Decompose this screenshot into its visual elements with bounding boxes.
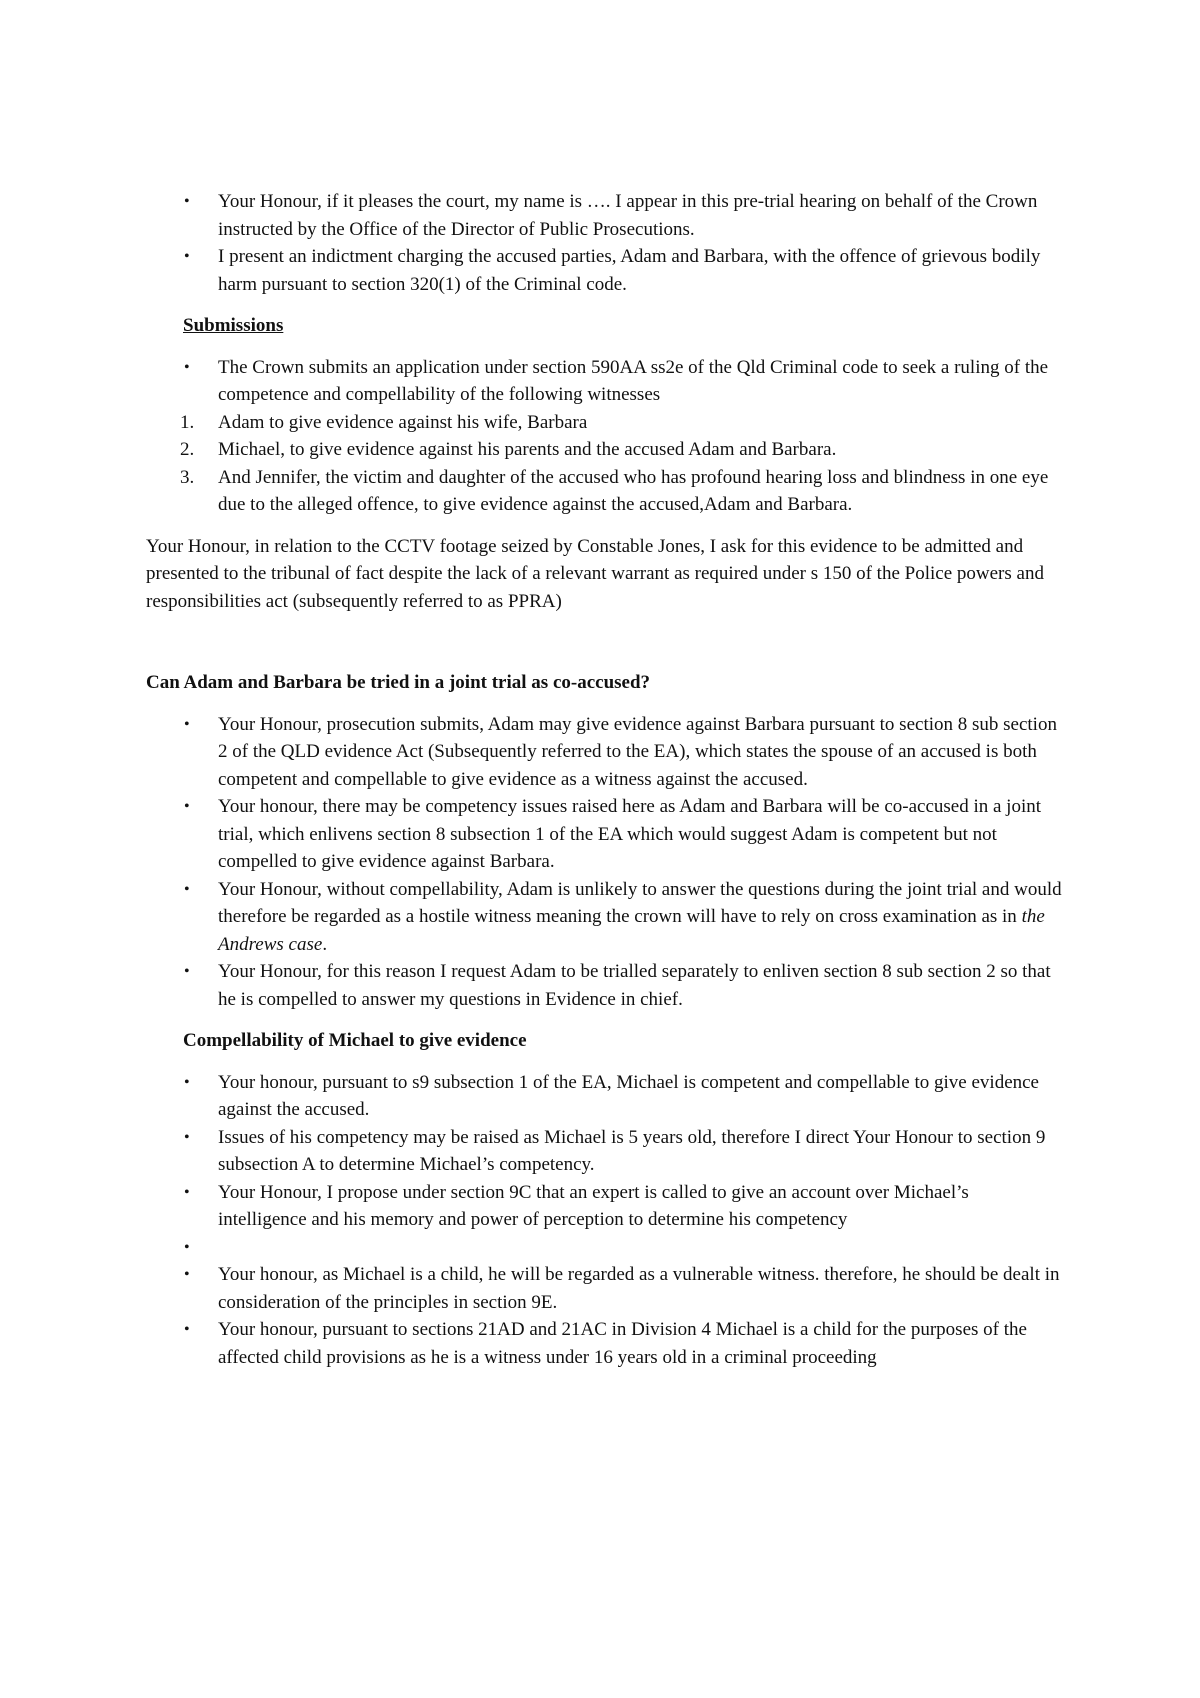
list-item	[146, 1069, 1062, 1124]
bullet-icon: •	[184, 1183, 190, 1201]
bullet-icon: •	[184, 1266, 190, 1283]
list-number: 1.	[180, 411, 195, 433]
bullet-icon: •	[184, 963, 190, 980]
joint-trial-bullet-list	[146, 711, 1062, 1014]
bullet-text: Your Honour, if it pleases the court, my name is …. I appear in this pre-trial hearing on behalf of the Crown instructed by the Office of the Director of Public Prosecutions.	[218, 191, 1038, 240]
bullet-text: Your Honour, prosecution submits, Adam may give evidence against Barbara pursuant to section 8 sub section 2 of the QLD evidence Act (Subsequently referred to the EA), which states the spouse of an accused is both competent and compellable to give evidence as a witness against the accused.	[218, 713, 1057, 790]
list-item	[146, 354, 1062, 409]
michael-heading: Compellability of Michael to give evidence	[183, 1030, 527, 1051]
list-item	[146, 409, 1062, 437]
list-item	[146, 1124, 1062, 1179]
list-item	[146, 188, 1062, 243]
bullet-icon: •	[184, 1321, 190, 1338]
bullet-text: Your honour, there may be competency issues raised here as Adam and Barbara will be co-accused in a joint trial, which enlivens section 8 subsection 1 of the EA which would suggest Adam is competent but not compelled to give evidence against Barbara.	[218, 796, 1042, 872]
list-item	[146, 1179, 1062, 1234]
case-name: the Andrews case	[218, 906, 1045, 955]
bullet-text: Your Honour, I propose under section 9C that an expert is called to give an account over Michael’s intelligence and his memory and power of perception to determine his competency	[218, 1181, 969, 1230]
document-body	[146, 188, 1062, 1371]
list-item	[146, 1234, 1062, 1262]
witness-numbered-list	[146, 409, 1062, 519]
bullet-text: Your honour, as Michael is a child, he will be regarded as a vulnerable witness. therefore, he should be dealt in consideration of the principles in section 9E.	[218, 1264, 1060, 1313]
list-item	[146, 876, 1062, 959]
bullet-icon: •	[184, 798, 190, 815]
bullet-text: Your Honour, without compellability, Adam is unlikely to answer the questions during the joint trial and would therefore be regarded as a hostile witness meaning the crown will have to rely on cross examination as in	[218, 878, 1062, 927]
bullet-text: Issues of his competency may be raised as Michael is 5 years old, therefore I direct Your Honour to section 9 subsection A to determine Michael’s competency.	[218, 1126, 1046, 1175]
case-suffix: .	[322, 933, 328, 955]
cctv-paragraph: Your Honour, in relation to the CCTV footage seized by Constable Jones, I ask for this evidence to be admitted and presented to the tribunal of fact despite the lack of a relevant warrant as required under s 150 of the Police powers and responsibilities act (subsequently referred to as PPRA)	[146, 535, 1044, 612]
list-item	[146, 711, 1062, 794]
bullet-icon: •	[184, 880, 190, 898]
bullet-icon: •	[184, 193, 190, 210]
bullet-icon: •	[184, 248, 190, 265]
bullet-text: Your Honour, for this reason I request Adam to be trialled separately to enliven section 8 sub section 2 so that he is compelled to answer my questions in Evidence in chief.	[218, 961, 1051, 1010]
michael-bullet-list	[146, 1069, 1062, 1372]
list-number: 3.	[180, 466, 195, 488]
list-text: Michael, to give evidence against his parents and the accused Adam and Barbara.	[218, 439, 837, 460]
bullet-icon: •	[184, 1238, 190, 1256]
list-item	[146, 436, 1062, 464]
bullet-text: Your honour, pursuant to s9 subsection 1 of the EA, Michael is competent and compellable to give evidence against the accused.	[218, 1071, 1039, 1120]
list-text: And Jennifer, the victim and daughter of the accused who has profound hearing loss and blindness in one eye due to the alleged offence, to give evidence against the accused,Adam and Barbara.	[218, 466, 1049, 515]
bullet-icon: •	[184, 1073, 190, 1091]
list-item	[146, 793, 1062, 876]
intro-bullet-list	[146, 188, 1062, 298]
list-item	[146, 243, 1062, 298]
bullet-icon: •	[184, 1128, 190, 1146]
bullet-icon: •	[184, 715, 190, 733]
joint-trial-heading: Can Adam and Barbara be tried in a joint trial as co-accused?	[146, 672, 651, 693]
bullet-text	[218, 1237, 223, 1258]
list-text: Adam to give evidence against his wife, Barbara	[218, 411, 588, 433]
bullet-text: I present an indictment charging the accused parties, Adam and Barbara, with the offence of grievous bodily harm pursuant to section 320(1) of the Criminal code.	[218, 246, 1041, 295]
bullet-text: Your honour, pursuant to sections 21AD and 21AC in Division 4 Michael is a child for the purposes of the affected child provisions as he is a witness under 16 years old in a criminal proceeding	[218, 1319, 1027, 1368]
list-item	[146, 1261, 1062, 1316]
list-item	[146, 1316, 1062, 1371]
list-item	[146, 464, 1062, 519]
bullet-icon: •	[184, 358, 190, 376]
submissions-heading: Submissions	[183, 315, 284, 336]
bullet-text: The Crown submits an application under section 590AA ss2e of the Qld Criminal code to seek a ruling of the competence and compellability of the following witnesses	[218, 356, 1049, 405]
submissions-bullet-list	[146, 354, 1062, 409]
list-number: 2.	[180, 439, 195, 460]
list-item	[146, 958, 1062, 1013]
